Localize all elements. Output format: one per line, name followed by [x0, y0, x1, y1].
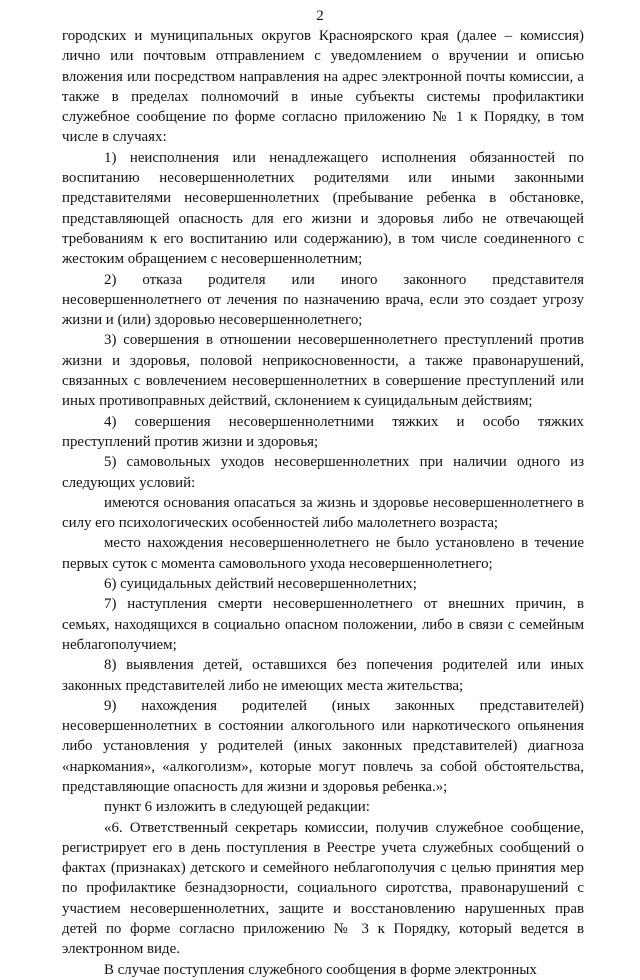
paragraph-item-4: 4) совершения несовершеннолетними тяжких и особо тяжких преступлений против жизни и здоровья; — [62, 413, 584, 450]
paragraph-electronic-case: В случае поступления служебного сообщения в форме электронных — [104, 961, 537, 978]
paragraph-item-7: 7) наступления смерти несовершеннолетнего от внешних причин, в семьях, находящихся в социально опасном положении, либо в связи с семейным неблагополучием; — [62, 596, 584, 653]
paragraph-item-6: 6) суицидальных действий несовершеннолетних; — [104, 576, 417, 593]
paragraph-item-5-condition-b: место нахождения несовершеннолетнего не было установлено в течение первых суток с момента самовольного ухода несовершеннолетнего; — [62, 535, 584, 572]
document-body — [62, 26, 584, 980]
paragraph-item-9: 9) нахождения родителей (иных законных представителей) несовершеннолетних в состоянии алкогольного или наркотического опьянения либо установления у родителей (иных законных представителей) диагноза «наркомания», «алкоголизм», которые могут повлечь за собой обстоятельства, представляющие опасность для жизни и здоровья ребенка.»; — [62, 697, 584, 795]
paragraph-point-6-intro: пункт 6 изложить в следующей редакции: — [104, 799, 370, 816]
page-number: 2 — [316, 8, 324, 24]
paragraph-item-8: 8) выявления детей, оставшихся без попечения родителей или иных законных представителей либо не имеющих места жительства; — [62, 657, 584, 694]
paragraph-item-2: 2) отказа родителя или иного законного представителя несовершеннолетнего от лечения по назначению врача, если это создает угрозу жизни и (или) здоровью несовершеннолетнего; — [62, 271, 584, 329]
paragraph-item-1: 1) неисполнения или ненадлежащего исполнения обязанностей по воспитанию несовершеннолетних родителями или иными законными представителями несовершеннолетних (пребывание ребенка в обстановке, представляющей опасность для его жизни и здоровья либо не отвечающей требованиям к его воспитанию или содержанию), в том числе соединенного с жестоким обращением с несовершеннолетним; — [62, 149, 584, 268]
paragraph-item-5: 5) самовольных уходов несовершеннолетних при наличии одного из следующих условий: — [62, 454, 584, 491]
paragraph-item-5-condition-a: имеются основания опасаться за жизнь и здоровье несовершеннолетнего в силу его психологических особенностей либо малолетнего возраста; — [62, 494, 584, 532]
paragraph-intro-continuation: городских и муниципальных округов Красноярского края (далее – комиссия) лично или почтовым отправлением с уведомлением о вручении и описью вложения или посредством направления на адрес электронной почты комиссии, а также в пределах полномочий в иные субъекты системы профилактики служебное сообщение по форме согласно приложению № 1 к Порядку, в том числе в случаях: — [62, 28, 584, 146]
paragraph-item-3: 3) совершения в отношении несовершеннолетнего преступлений против жизни и здоровья, половой неприкосновенности, а также правонарушений, связанных с вовлечением несовершеннолетних в совершение преступлений или иных противоправных действий, склонением к суицидальным действиям; — [62, 332, 584, 410]
paragraph-point-6-text: «6. Ответственный секретарь комиссии, получив служебное сообщение, регистрирует его в день поступления в Реестре учета служебных сообщений о фактах (признаках) детского и семейного неблагополучия с целью принятия мер по профилактике безнадзорности, социального сиротства, правонарушений с участием несовершеннолетних, защите и восстановлению нарушенных прав детей по форме согласно приложению № 3 к Порядку, который ведется в электронном виде. — [62, 819, 584, 958]
